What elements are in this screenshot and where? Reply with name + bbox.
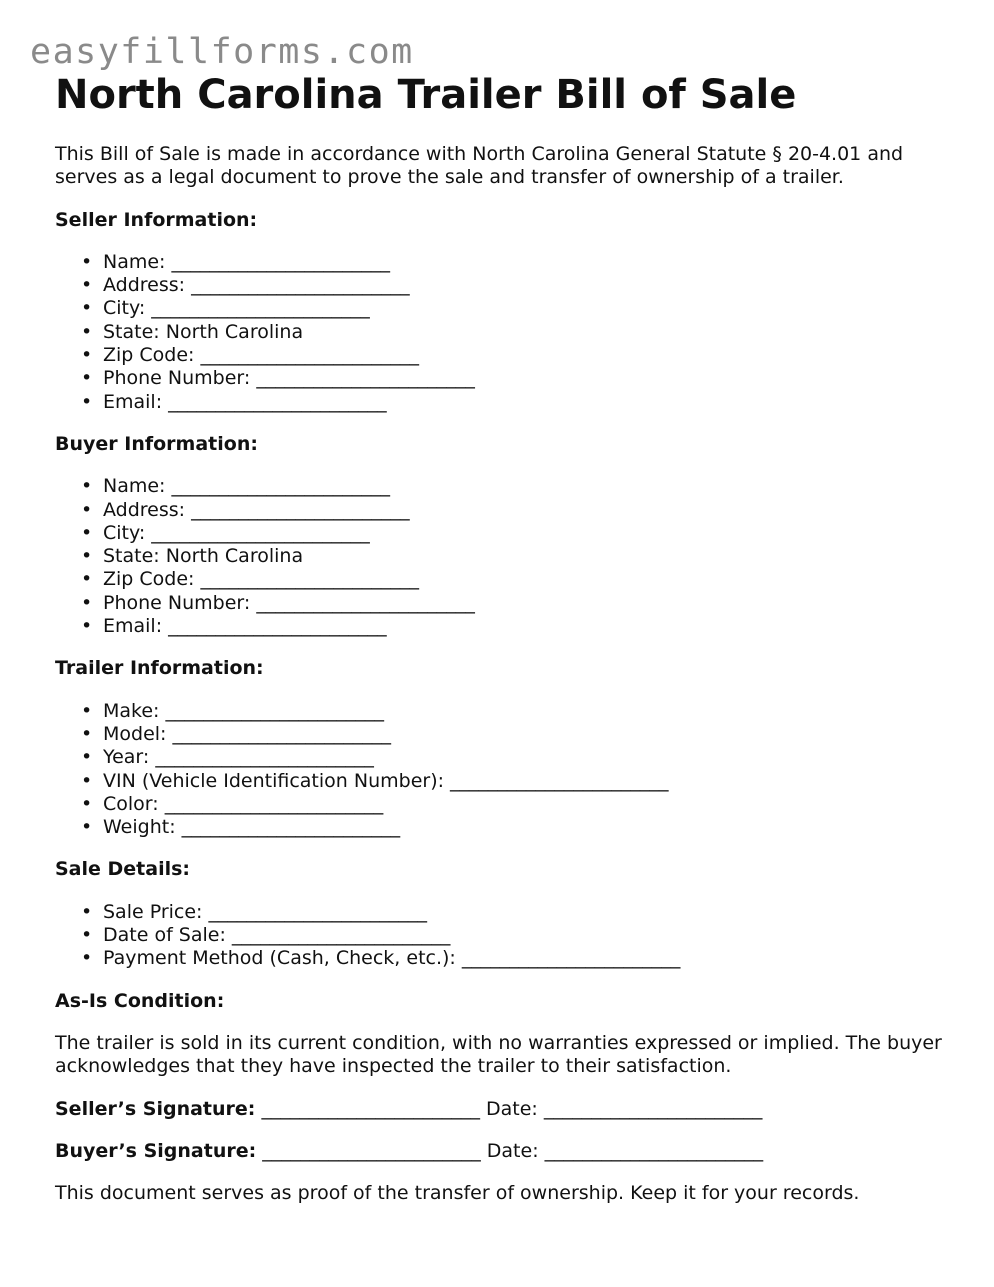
- sale-heading: Sale Details:: [55, 858, 191, 881]
- trailer-heading: Trailer Information:: [55, 657, 264, 680]
- seller-email-field[interactable]: • Email: _______________________: [55, 391, 945, 414]
- trailer-weight-field[interactable]: • Weight: _______________________: [55, 816, 945, 839]
- buyer-list: [55, 475, 945, 638]
- seller-address-field[interactable]: • Address: _______________________: [55, 274, 945, 297]
- seller-zip-field[interactable]: • Zip Code: _______________________: [55, 344, 945, 367]
- trailer-year-field[interactable]: • Year: _______________________: [55, 746, 945, 769]
- buyer-signature-row[interactable]: [55, 1140, 945, 1163]
- trailer-color-field[interactable]: • Color: _______________________: [55, 793, 945, 816]
- buyer-address-field[interactable]: • Address: _______________________: [55, 499, 945, 522]
- sale-date-field[interactable]: • Date of Sale: _______________________: [55, 924, 945, 947]
- buyer-signature-label: Buyer’s Signature:: [55, 1139, 257, 1162]
- payment-method-field[interactable]: • Payment Method (Cash, Check, etc.): _______________________: [55, 947, 945, 970]
- buyer-city-field[interactable]: • City: _______________________: [55, 522, 945, 545]
- trailer-model-field[interactable]: • Model: _______________________: [55, 723, 945, 746]
- trailer-vin-field[interactable]: • VIN (Vehicle Identification Number): _______________________: [55, 770, 945, 793]
- buyer-heading: Buyer Information:: [55, 432, 258, 455]
- document-body: [55, 143, 945, 1205]
- buyer-email-field[interactable]: • Email: _______________________: [55, 615, 945, 638]
- as-is-paragraph: The trailer is sold in its current condition, with no warranties expressed or implied. The buyer acknowledges that they have inspected the trailer to their satisfaction.: [55, 1031, 942, 1078]
- intro-paragraph: This Bill of Sale is made in accordance with North Carolina General Statute § 20-4.01 and serves as a legal document to prove the sale and transfer of ownership of a trailer.: [55, 143, 904, 189]
- buyer-signature-line[interactable]: _______________________ Date: _______________________: [256, 1139, 764, 1162]
- watermark: easyfillforms.com: [30, 32, 414, 72]
- seller-signature-row[interactable]: [55, 1098, 945, 1121]
- as-is-heading: As-Is Condition:: [55, 989, 225, 1012]
- seller-state-field: • State: North Carolina: [55, 321, 945, 344]
- seller-list: [55, 251, 945, 414]
- seller-signature-line[interactable]: _______________________ Date: _______________________: [255, 1097, 763, 1120]
- buyer-zip-field[interactable]: • Zip Code: _______________________: [55, 568, 945, 591]
- buyer-state-field: • State: North Carolina: [55, 545, 945, 568]
- buyer-phone-field[interactable]: • Phone Number: _______________________: [55, 592, 945, 615]
- seller-name-field[interactable]: • Name: _______________________: [55, 251, 945, 274]
- sale-list: [55, 901, 945, 971]
- page-title: North Carolina Trailer Bill of Sale: [55, 72, 797, 118]
- sale-price-field[interactable]: • Sale Price: _______________________: [55, 901, 945, 924]
- seller-signature-label: Seller’s Signature:: [55, 1097, 256, 1120]
- trailer-list: [55, 700, 945, 840]
- seller-phone-field[interactable]: • Phone Number: _______________________: [55, 367, 945, 390]
- buyer-name-field[interactable]: • Name: _______________________: [55, 475, 945, 498]
- seller-city-field[interactable]: • City: _______________________: [55, 297, 945, 320]
- seller-heading: Seller Information:: [55, 208, 258, 231]
- trailer-make-field[interactable]: • Make: _______________________: [55, 700, 945, 723]
- closing-note: This document serves as proof of the transfer of ownership. Keep it for your records.: [55, 1182, 860, 1205]
